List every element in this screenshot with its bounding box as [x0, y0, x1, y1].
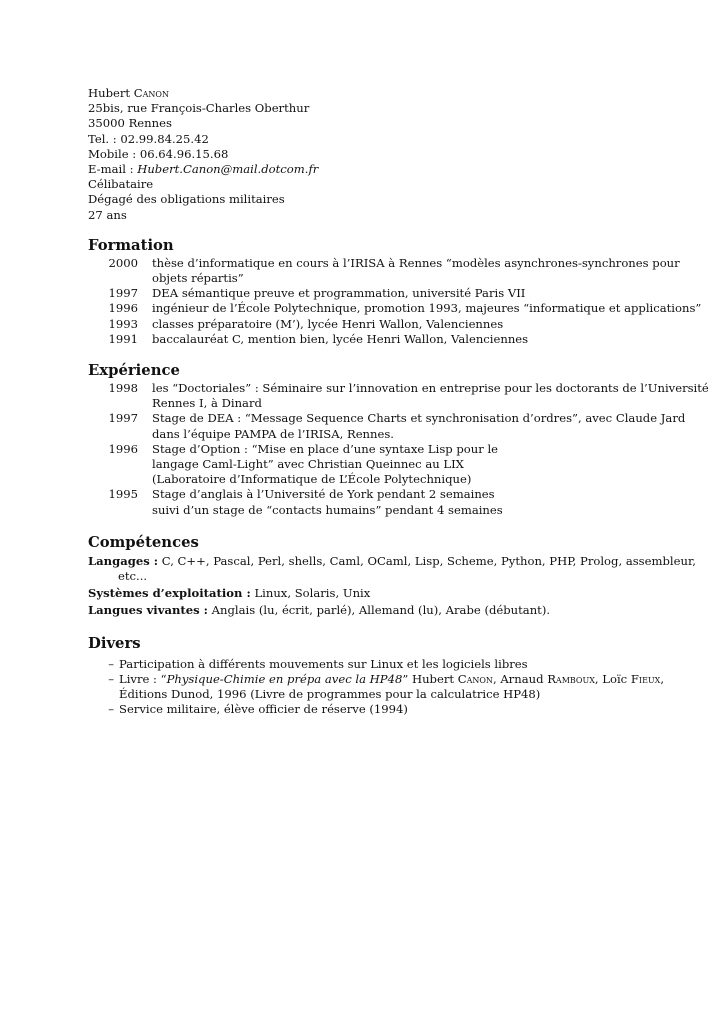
- experience-entry: [88, 487, 640, 517]
- author-last: Fieux: [630, 671, 661, 686]
- formation-section: [88, 236, 702, 347]
- book-suffix: ”: [402, 671, 412, 686]
- cv-page: [88, 86, 709, 718]
- item-text: Éditions Dunod, 1996 (Livre de programmes pour la calculatrice HP48): [119, 687, 541, 702]
- experience-heading: Expérience: [88, 362, 180, 380]
- address-line: 25bis, rue François-Charles Oberthur: [88, 101, 310, 116]
- experience-section: [88, 362, 709, 518]
- entry-year: 1991: [108, 331, 138, 346]
- experience-entry: [88, 381, 709, 411]
- divers-section: [88, 634, 665, 718]
- entry-text: DEA sémantique preuve et programmation, université Paris VII: [152, 286, 526, 301]
- competences-heading: Compétences: [88, 533, 199, 551]
- mobile-line: Mobile : 06.64.96.15.68: [88, 146, 229, 161]
- formation-entry: [88, 255, 680, 286]
- author-first: Loïc: [602, 671, 628, 686]
- entry-text: les “Doctoriales” : Séminaire sur l’innovation en entreprise pour les doctorants de l’Université: [152, 381, 709, 396]
- entry-text: objets répartis”: [152, 271, 244, 286]
- formation-entry: [88, 301, 702, 316]
- experience-entry: [88, 442, 640, 488]
- divers-heading: Divers: [88, 634, 141, 652]
- entry-year: 1998: [108, 381, 138, 396]
- skill-label: Langues vivantes :: [88, 603, 208, 618]
- list-item: [88, 702, 640, 717]
- entry-year: 1993: [108, 316, 138, 331]
- entry-text: Stage d’Option : “Mise en place d’une syntaxe Lisp pour le: [152, 441, 499, 456]
- list-item: [88, 657, 640, 672]
- skill-value: Anglais (lu, écrit, parlé), Allemand (lu), Arabe (débutant).: [211, 603, 551, 618]
- list-item: [88, 671, 665, 702]
- book-title: Physique-Chimie en prépa avec la HP48: [166, 671, 403, 686]
- first-name: Hubert: [88, 86, 131, 100]
- entry-text: thèse d’informatique en cours à l’IRISA à Rennes “modèles asynchrones-synchrones pour: [152, 255, 680, 270]
- entry-text: (Laboratoire d’Informatique de L’École Polytechnique): [152, 472, 472, 487]
- skill-langues: [88, 603, 640, 618]
- entry-text: Stage d’anglais à l’Université de York pendant 2 semaines: [152, 487, 495, 502]
- book-line: Livre : “Physique-Chimie en prépa avec la HP48” Hubert Canon, Arnaud Ramboux, Loïc Fieux,: [119, 671, 665, 686]
- author-last: Ramboux: [547, 671, 595, 686]
- skill-value-cont: etc...: [118, 569, 148, 584]
- experience-entry: [88, 411, 686, 441]
- item-text: Service militaire, élève officier de réserve (1994): [119, 702, 408, 717]
- military-status: Dégagé des obligations militaires: [88, 192, 285, 207]
- entry-text: suivi d’un stage de “contacts humains” pendant 4 semaines: [152, 502, 503, 517]
- entry-text: baccalauréat C, mention bien, lycée Henri Wallon, Valenciennes: [152, 331, 529, 346]
- skill-value: Linux, Solaris, Unix: [254, 586, 371, 601]
- last-name: Canon: [133, 86, 169, 100]
- entry-text: Rennes I, à Dinard: [152, 396, 262, 411]
- city-line: 35000 Rennes: [88, 116, 172, 131]
- formation-entry: [88, 332, 640, 347]
- formation-entry: [88, 286, 640, 301]
- dash-bullet: –: [108, 656, 114, 671]
- entry-year: 2000: [108, 255, 138, 270]
- skill-label: Systèmes d’exploitation :: [88, 586, 251, 601]
- competences-section: [88, 533, 696, 619]
- skill-langages: [88, 553, 696, 584]
- entry-year: 1997: [108, 411, 138, 426]
- entry-text: ingénieur de l’École Polytechnique, promotion 1993, majeures “informatique et applications”: [152, 301, 702, 316]
- author-first: Hubert: [411, 671, 455, 686]
- entry-text: dans l’équipe PAMPA de l’IRISA, Rennes.: [152, 426, 394, 441]
- email-value: Hubert.Canon@mail.dotcom.fr: [137, 162, 319, 177]
- email-label: E-mail :: [88, 162, 134, 177]
- marital-status: Célibataire: [88, 177, 154, 192]
- item-text: Participation à différents mouvements sur Linux et les logiciels libres: [119, 656, 528, 671]
- formation-entry: [88, 317, 640, 332]
- skill-systemes: [88, 586, 640, 601]
- entry-year: 1996: [108, 441, 138, 456]
- phone-line: Tel. : 02.99.84.25.42: [88, 131, 209, 146]
- contact-name: [88, 86, 640, 101]
- entry-year: 1995: [108, 487, 138, 502]
- contact-block: [88, 86, 640, 223]
- entry-year: 1996: [108, 301, 138, 316]
- book-prefix: Livre : “: [119, 671, 167, 686]
- entry-text: Stage de DEA : “Message Sequence Charts et synchronisation d’ordres”, avec Claude Jard: [152, 411, 686, 426]
- age: 27 ans: [88, 207, 127, 222]
- entry-text: classes préparatoire (M’), lycée Henri Wallon, Valenciennes: [152, 316, 504, 331]
- skill-label: Langages :: [88, 553, 159, 568]
- author-first: Arnaud: [500, 671, 544, 686]
- email-line: [88, 162, 640, 177]
- author-last: Canon: [457, 671, 493, 686]
- dash-bullet: –: [108, 671, 114, 686]
- formation-heading: Formation: [88, 236, 174, 254]
- dash-bullet: –: [108, 702, 114, 717]
- entry-year: 1997: [108, 286, 138, 301]
- skill-value: C, C++, Pascal, Perl, shells, Caml, OCaml, Lisp, Scheme, Python, PHP, Prolog, assembleur,: [161, 553, 696, 568]
- entry-text: langage Caml-Light” avec Christian Queinnec au LIX: [152, 457, 464, 472]
